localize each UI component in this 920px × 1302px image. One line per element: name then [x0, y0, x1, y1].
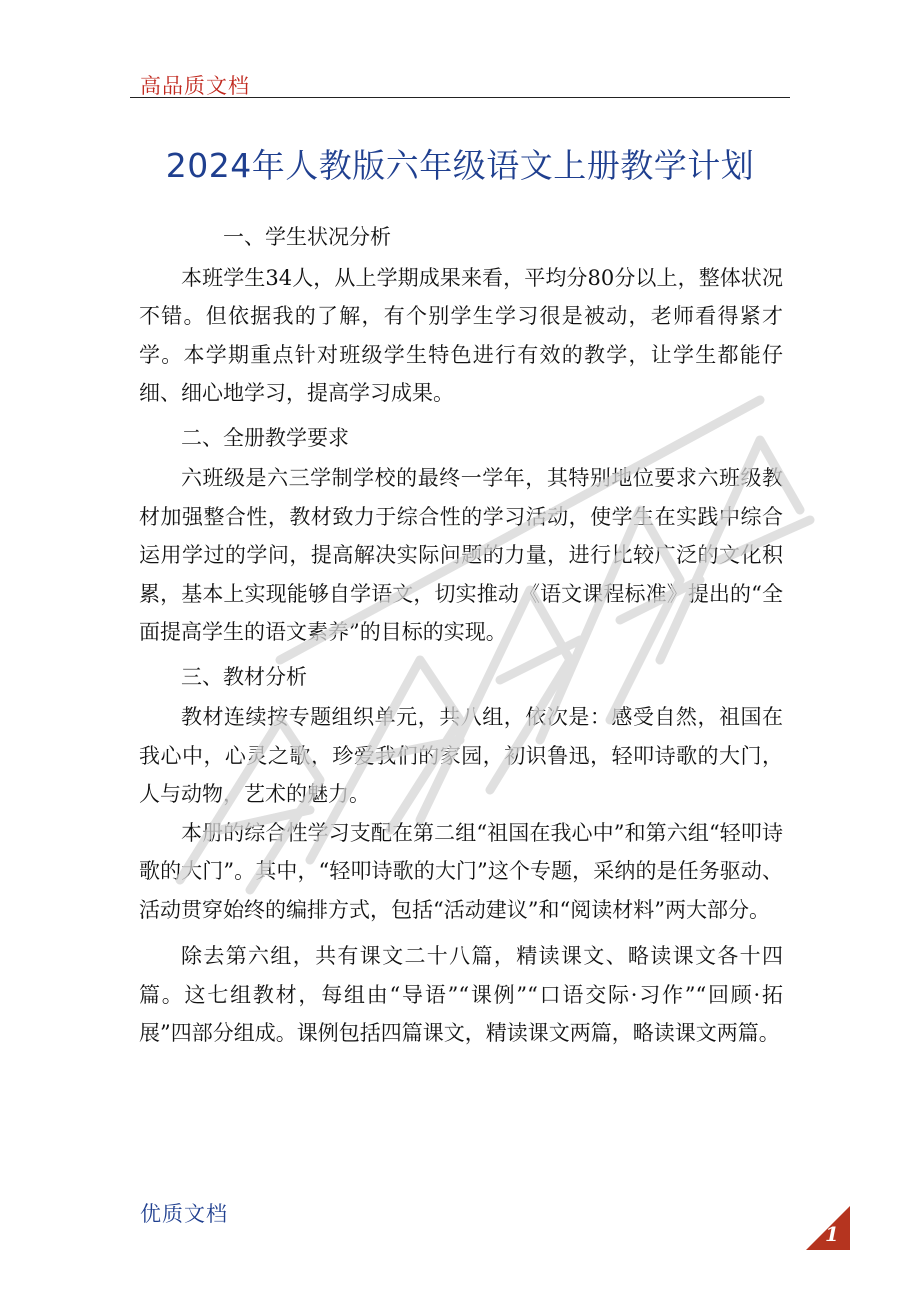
- section-heading-2: 二、全册教学要求: [181, 425, 349, 450]
- footer-label: 优质文档: [140, 1202, 228, 1226]
- section-heading-3: 三、教材分析: [181, 664, 307, 689]
- document-title: 2024年人教版六年级语文上册教学计划: [165, 146, 755, 185]
- page-number: 1: [825, 1222, 839, 1246]
- header-divider: [130, 97, 790, 98]
- paragraph-comprehensive-study: 本册的综合性学习支配在第二组“祖国在我心中”和第六组“轻叩诗歌的大门”。其中，“轻叩诗歌的大门”这个专题，采纳的是任务驱动、活动贯穿始终的编排方式，包括“活动建议”和“阅读材料”两大部分。: [139, 820, 783, 922]
- section-heading-1: 一、学生状况分析: [223, 225, 391, 249]
- paragraph-lesson-count: 除去第六组，共有课文二十八篇，精读课文、略读课文各十四篇。这七组教材，每组由“导语”“课例”“口语交际·习作”“回顾·拓展”四部分组成。课例包括四篇课文，精读课文两篇，略读课文两篇。: [139, 944, 783, 1045]
- header-label: 高品质文档: [140, 74, 250, 98]
- paragraph-student-analysis: 本班学生34人，从上学期成果来看，平均分80分以上，整体状况不错。但依据我的了解，有个别学生学习很是被动，老师看得紧才学。本学期重点针对班级学生特色进行有效的教学，让学生都能仔细、细心地学习，提高学习成果。: [139, 265, 783, 405]
- paragraph-material-units: 教材连续按专题组织单元，共八组，依次是：感受自然，祖国在我心中，心灵之歌，珍爱我们的家园，初识鲁迅，轻叩诗歌的大门，人与动物，艺术的魅力。: [139, 705, 783, 806]
- paragraph-teaching-requirements: 六班级是六三学制学校的最终一学年，其特别地位要求六班级教材加强整合性，教材致力于综合性的学习活动，使学生在实践中综合运用学过的学问，提高解决实际问题的力量，进行比较广泛的文化积累，基本上实现能够自学语文，切实推动《语文课程标准》提出的“全面提高学生的语文素养”的目标的实现。: [139, 466, 783, 644]
- document-body: [139, 218, 783, 1053]
